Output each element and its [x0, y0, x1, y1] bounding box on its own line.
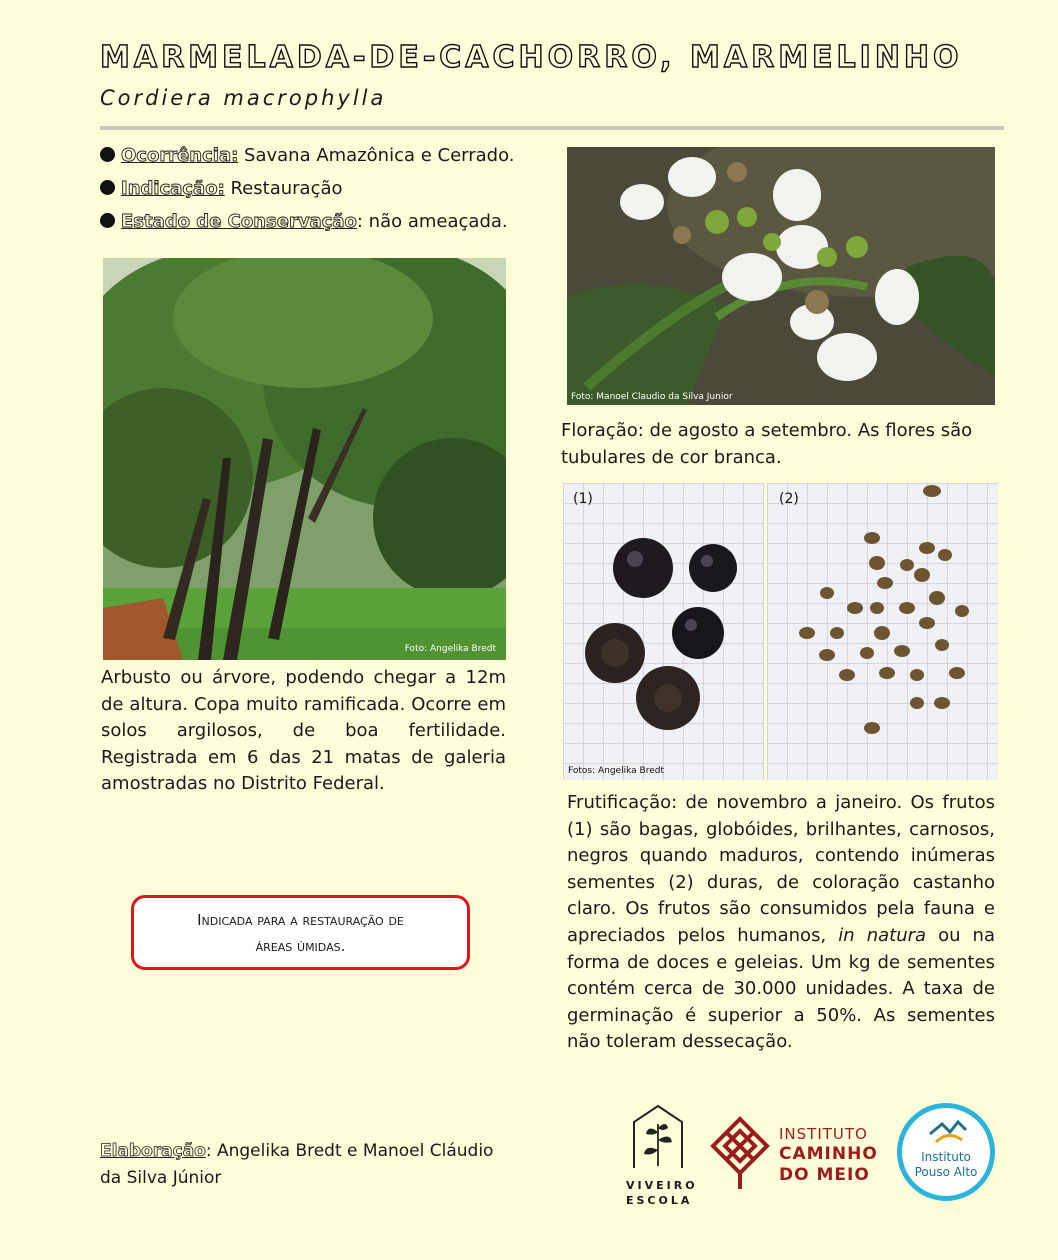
house-leaf-icon: [626, 1102, 690, 1172]
info-label: Indicação:: [121, 178, 225, 199]
bullet-icon: [100, 147, 115, 162]
info-label: Ocorrência:: [121, 145, 239, 166]
endless-knot-icon: [709, 1115, 771, 1193]
logo-text: ESCOLA: [626, 1194, 693, 1207]
logo-caminho-do-meio: [709, 1115, 884, 1195]
fruiting-text-part2: ou na forma de doces e geleias. Um kg de sementes contém cerca de 30.000 unidades. A taxa de germinação é superior a 50%. As sementes não toleram dessecação.: [567, 924, 995, 1053]
logo-text: DO MEIO: [779, 1165, 870, 1185]
fruiting-text: [567, 790, 995, 1056]
photo-credit: Foto: Angelika Bredt: [404, 644, 496, 654]
info-indication: [100, 178, 343, 199]
logo-text: VIVEIRO: [626, 1179, 698, 1192]
info-conservation: [100, 211, 508, 232]
bullet-icon: [100, 213, 115, 228]
seeds-photo: [767, 483, 998, 780]
description-text: Arbusto ou árvore, podendo chegar a 12m de altura. Copa muito ramificada. Ocorre em solos argilosos, de boa fertilidade. Registrada em 6 das 21 matas de galeria amostradas no Distrito Federal.: [101, 667, 506, 795]
header-divider: [100, 126, 1004, 130]
fruiting-text-part1: Frutificação: de novembro a janeiro. Os frutos (1) são bagas, globóides, brilhantes, carnosos, negros quando maduros, contendo inúmeras sementes (2) duras, de coloração castanho claro. Os frutos são consumidos pela fauna e apreciados pelos humanos,: [567, 792, 995, 946]
scientific-name: Cordiera macrophylla: [100, 86, 387, 110]
logo-pouso-alto: [897, 1103, 995, 1201]
info-occurrence: [100, 145, 515, 166]
credits-text: : Angelika Bredt e Manoel Cláudio da Silva Júnior: [100, 1141, 494, 1188]
bullet-icon: [100, 180, 115, 195]
credits-label: Elaboração: [100, 1141, 206, 1161]
logo-text: CAMINHO: [779, 1144, 878, 1164]
seed-label: (2): [779, 491, 799, 507]
info-value: Restauração: [224, 178, 343, 199]
info-value: Savana Amazônica e Cerrado.: [238, 145, 515, 166]
callout-line-1: Indicada para a restauração de: [197, 910, 404, 929]
logo-text: Pouso Alto: [914, 1165, 978, 1179]
info-value: : não ameaçada.: [356, 211, 508, 232]
fruits-photo: [563, 483, 764, 780]
credits: [100, 1138, 510, 1192]
flower-photo: [567, 147, 995, 405]
flowering-text: Floração: de agosto a setembro. As flores são tubulares de cor branca.: [561, 420, 973, 468]
fruit-label: (1): [573, 491, 593, 507]
page-title: MARMELADA-DE-CACHORRO, MARMELINHO: [100, 40, 963, 75]
tree-photo: [103, 258, 506, 660]
info-label: Estado de Conservação: [121, 211, 357, 232]
fruiting-text-italic: in natura: [838, 924, 927, 946]
callout-line-2: áreas úmidas.: [255, 936, 346, 955]
logo-text: INSTITUTO: [779, 1125, 868, 1143]
photo-credit: Fotos: Angelika Bredt: [568, 766, 664, 776]
bird-icon: [928, 1120, 968, 1146]
logo-viveiro-escola: [626, 1102, 698, 1207]
logo-text: Instituto: [921, 1150, 971, 1164]
photo-credit: Foto: Manoel Claudio da Silva Junior: [571, 392, 733, 402]
restoration-callout: [131, 895, 470, 970]
